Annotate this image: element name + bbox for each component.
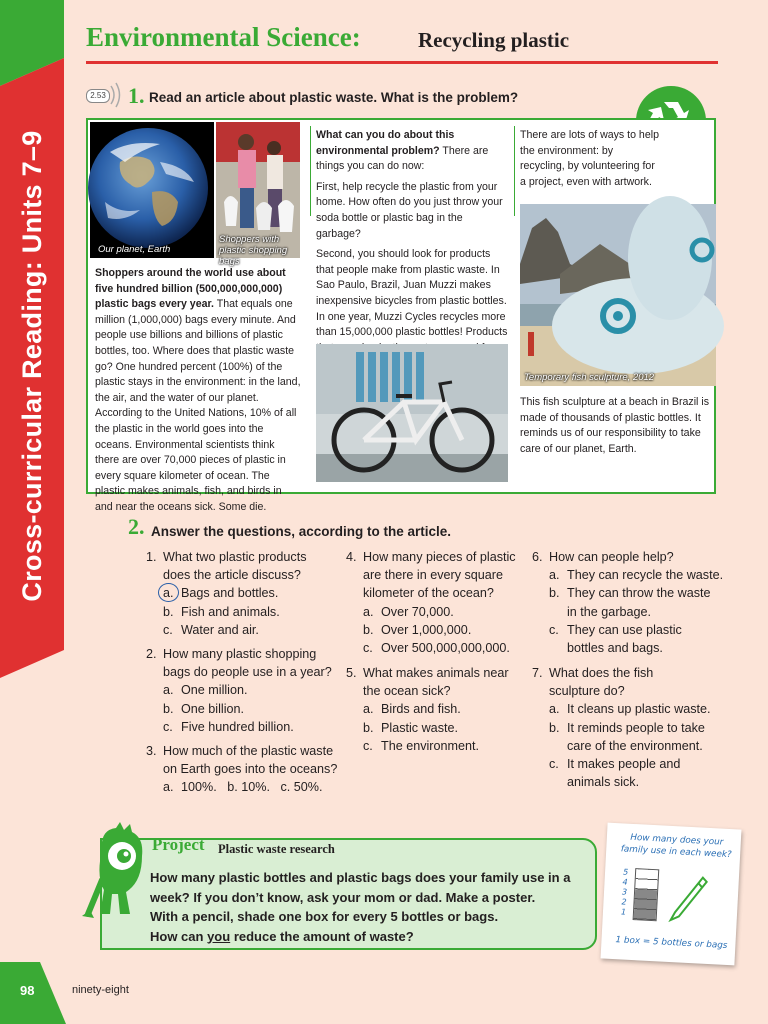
column-divider-1 [310, 126, 311, 216]
question-3: 3. How much of the plastic waste on Earth goes into the oceans? a. 100%. b. 10%. c. 50%. [146, 742, 337, 797]
fish-caption: Temporary fish sculpture, 2012 [524, 372, 655, 383]
article-col1 [95, 266, 301, 516]
shaded-box-chart [633, 868, 660, 921]
answer-option[interactable]: b. Plastic waste. [363, 720, 458, 735]
note-key: 1 box = 5 bottles or bags [615, 935, 728, 952]
article-col3-p2: This fish sculpture at a beach in Brazil is made of thousands of plastic bottles. It reminds us of our responsibility to take care of our planet, Earth. [520, 396, 710, 455]
col2-p3: Second, you should look for products that people make from plastic waste. In Sao Paulo, Brazil, Juan Muzzi makes inexpensive bicycles from plastic bottles. In one year, Muzzi Cycles recycles more than 15,000,000 plastic bottles! Products [316, 248, 508, 339]
col1-body: That equals one million (1,000,000) bags every minute. And people use billions and billions of plastic bottles, too. Where does that plastic waste go? One hundred percent (100%) of the plastic stays in the environment: in the land, the air, and the water of our planet. According to the United Nations, 10% of all the plastic in the world goes into the oceans. Environmental scientists think there are over 70,000 pieces of plastic in every square kilometer of ocean. The plastic makes animals, fish, and birds in and near the oceans sick. Some die. [95, 298, 301, 513]
shoppers-photo [216, 122, 300, 267]
question-1: 1. What two plastic products does the article discuss? a. Bags and bottles. b. Fish and animals. c. Water and air. [146, 548, 307, 639]
answer-option[interactable]: a. It cleans up plastic waste. [549, 702, 711, 717]
answer-option-row[interactable]: a. 100%. b. 10%. c. 50%. [163, 780, 323, 795]
sidebar-label: Cross-curricular Reading: Units 7–9 [17, 130, 47, 602]
page-title: Environmental Science: [86, 22, 361, 52]
project-subtitle: Plastic waste research [218, 842, 335, 856]
answer-option[interactable]: c. It makes people and [549, 757, 681, 772]
answer-option[interactable]: b. It reminds people to take [549, 720, 705, 735]
answer-option[interactable]: b. Fish and animals. [163, 604, 280, 619]
answer-option[interactable]: b. They can throw the waste [549, 586, 711, 601]
bicycle-photo [316, 344, 508, 482]
answer-option[interactable]: a. One million. [163, 683, 248, 698]
earth-photo [90, 122, 214, 258]
answer-option[interactable]: b. Over 1,000,000. [363, 622, 472, 637]
note-question: How many does your family use in each week? [620, 832, 732, 861]
project-instructions: How many plastic bottles and plastic bags does your family use in a week? If you don’t know, ask your mom or dad. Make a poster. With a pencil, shade one box for every 5 bottles or bags. How can you reduce the amount of waste? [150, 870, 571, 944]
answer-option[interactable]: b. One billion. [163, 701, 245, 716]
question-2: 2. How many plastic shopping bags do people use in a year? a. One million. b. One billion. c. Five hundred billion. [146, 645, 332, 736]
answer-option[interactable]: a. Over 70,000. [363, 604, 454, 619]
shoppers-caption: Shoppers with plastic shopping bags [219, 234, 288, 267]
answer-option[interactable]: c. Five hundred billion. [163, 719, 294, 734]
answer-option[interactable]: c. Over 500,000,000,000. [363, 641, 510, 656]
question-6: 6. How can people help? a. They can recycle the waste. b. They can throw the waste in the garbage. c. They can use plastic bottles and bags. [532, 550, 724, 656]
answer-option[interactable]: c. They can use plastic [549, 622, 682, 637]
audio-track-badge[interactable]: 2.53 [86, 89, 110, 103]
section1-number: 1. [128, 83, 145, 108]
section2-number: 2. [128, 514, 145, 539]
earth-caption: Our planet, Earth [98, 244, 171, 255]
answer-option[interactable]: c. The environment. [363, 738, 480, 753]
article-col3-p1: There are lots of ways to help the environment: by recycling, by volunteering for a project, even with artwork. [520, 129, 659, 188]
answer-circle [158, 583, 179, 602]
project-title: Project [152, 835, 205, 854]
answer-option[interactable]: c. Water and air. [163, 622, 259, 637]
section2-instruction: Answer the questions, according to the article. [151, 524, 452, 539]
note-scale: 5 4 3 2 1 [620, 867, 629, 917]
page-number: 98 [20, 983, 35, 998]
answer-option[interactable]: a. They can recycle the waste. [549, 568, 724, 583]
col2-p2: First, help recycle the plastic from your home. How often do you just throw your soda bottle or plastic bag in the garbage? [316, 180, 503, 240]
col2-lead: What can you do about this environmental problem? [316, 129, 455, 157]
article-box [86, 118, 716, 513]
title-rule [86, 61, 718, 64]
question-4: 4. How many pieces of plastic are there in every square kilometer of the ocean? a. Over 70,000. b. Over 1,000,000. c. Over 500,000,000,000. [346, 548, 516, 657]
col1-lead: Shoppers around the world use about five hundred billion (500,000,000,000) plastic bags every year. [95, 267, 286, 311]
col2-lead-rest: There are things you can do now: [316, 144, 489, 173]
question-7: 7. What does the fish sculpture do? a. It cleans up plastic waste. b. It reminds people to take care of the environment. c. It makes people and animals sick. [532, 666, 711, 790]
column-divider-2 [514, 126, 515, 216]
poster-example-card [601, 823, 742, 966]
article-col2 [316, 128, 508, 372]
monster-mascot-icon [74, 822, 158, 922]
page-number-words: ninety-eight [72, 984, 129, 996]
answer-option[interactable]: a. Birds and fish. [363, 702, 461, 717]
fish-sculpture-photo [520, 204, 716, 386]
audio-icon[interactable] [108, 82, 124, 108]
section1-instruction: Read an article about plastic waste. What is the problem? [149, 90, 519, 105]
answer-option[interactable]: a. Bags and bottles. [146, 584, 307, 602]
pencil-icon [664, 872, 709, 926]
question-5: 5. What makes animals near the ocean sick? a. Birds and fish. b. Plastic waste. c. The environment. [346, 664, 509, 755]
page-subtitle: Recycling plastic [418, 28, 570, 52]
